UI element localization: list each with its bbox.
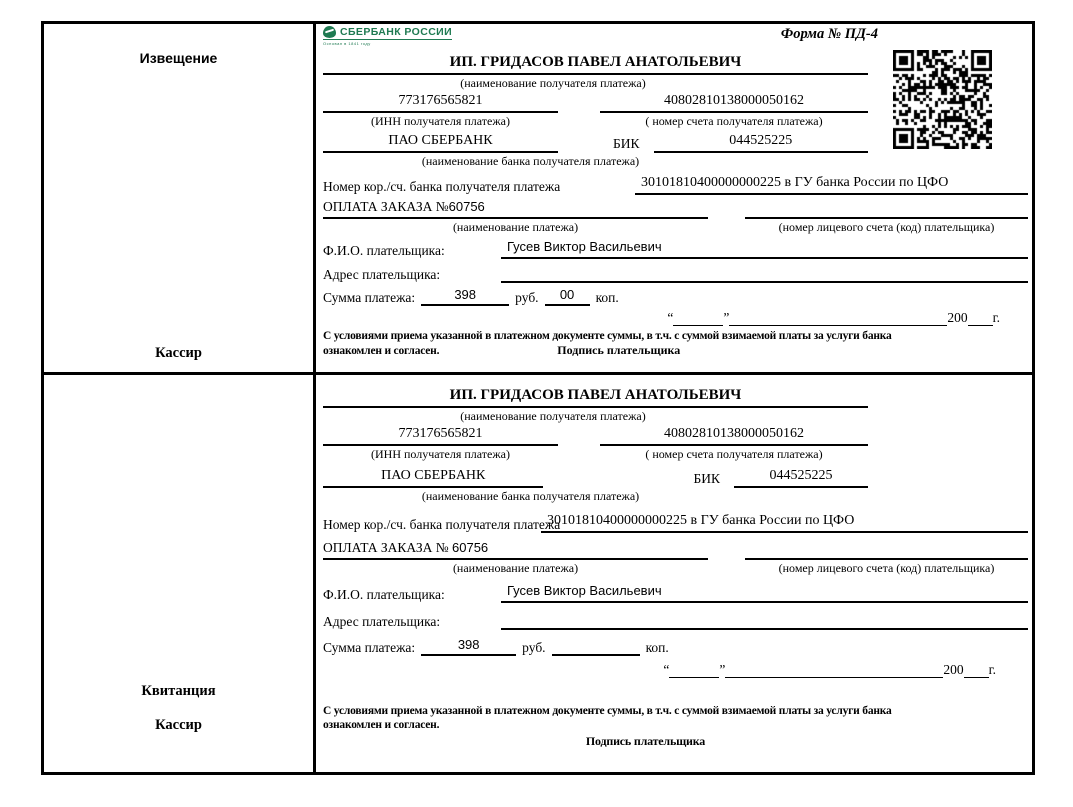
account-value: 40802810138000050162 [600,424,868,446]
cashier-label: Кассир [155,717,202,733]
payment-qr-code [893,50,992,149]
agreement-line1: С условиями приема указанной в платежном документе суммы, в т.ч. с суммой взимаемой платы за услуги банка [323,330,892,342]
payment-sum-label: Сумма платежа: [323,290,416,305]
sum-rub-value: 398 [421,636,516,656]
form-header [323,26,1028,52]
bik-label: БИК [613,136,640,151]
payment-name-prefix: ОПЛАТА ЗАКАЗА № [323,199,449,214]
payer-address-value [501,262,1028,283]
recipient-title: ИП. ГРИДАСОВ ПАВЕЛ АНАТОЛЬЕВИЧ [323,52,868,75]
receipt-label: Квитанция [141,683,216,699]
bik-value: 044525225 [654,131,868,153]
year-suffix: г. [992,310,1000,325]
bank-name-value: ПАО СБЕРБАНК [323,131,558,153]
payer-name-value: Гусев Виктор Васильевич [501,238,1028,259]
recipient-name-caption: (наименование получателя платежа) [460,76,646,90]
sberbank-wordmark: СБЕРБАНК РОССИИ [340,26,453,38]
inn-value: 773176565821 [323,424,558,446]
quote-open: “ [663,662,670,677]
inn-caption: (ИНН получателя платежа) [371,447,510,461]
agreement-line1: С условиями приема указанной в платежном документе суммы, в т.ч. с суммой взимаемой платы за услуги банка [323,705,892,717]
agreement-line2: ознакомлен и согласен. [323,719,440,731]
account-value: 40802810138000050162 [600,91,868,113]
payer-name-label: Ф.И.О. плательщика: [323,587,445,602]
notice-left-column [44,24,316,372]
sberbank-tagline: Основан в 1841 году [323,41,371,46]
payer-name-row [323,582,1028,603]
sberbank-logo [323,26,452,46]
order-number: 60756 [452,540,489,555]
date-day-field [669,662,719,678]
account-caption: ( номер счета получателя платежа) [645,447,823,461]
sberbank-emblem-icon [323,26,336,38]
bik-value: 044525225 [734,466,868,488]
payer-address-label: Адрес плательщика: [323,614,441,629]
inn-caption: (ИНН получателя платежа) [371,114,510,128]
bank-bik-row [323,466,948,488]
payment-name-row [323,538,1028,560]
payer-name-row [323,238,1028,259]
account-caption: ( номер счета получателя платежа) [645,114,823,128]
corr-account-label: Номер кор./сч. банка получателя платежа [323,517,561,532]
date-year-field [968,310,993,326]
date-row [323,662,996,678]
personal-account-caption: (номер лицевого счета (код) плательщика) [778,561,995,575]
personal-account-caption: (номер лицевого счета (код) плательщика) [778,220,995,234]
agreement-text [323,329,1028,358]
payer-name-label: Ф.И.О. плательщика: [323,243,445,258]
rub-label: руб. [515,290,539,305]
inn-account-captions [323,113,868,131]
quote-close: ” [719,662,726,677]
inn-account-row [323,91,868,113]
corr-account-value: 30101810400000000225 в ГУ банка России по ЦФО [541,511,1028,533]
payment-name-caption: (наименование платежа) [452,220,579,234]
kop-label: коп. [645,640,669,655]
payment-sum-row [323,636,1028,656]
payer-address-row [323,609,1028,630]
date-month-field [729,310,947,326]
personal-account-field [745,197,1028,219]
year-prefix: 200 [947,310,968,325]
payment-sum-row [323,286,1028,306]
payment-name-caption: (наименование платежа) [452,561,579,575]
payer-name-value: Гусев Виктор Васильевич [501,582,1028,603]
payer-address-row [323,262,1028,283]
recipient-name-caption: (наименование получателя платежа) [460,409,646,423]
date-day-field [673,310,723,326]
date-row [323,310,1000,326]
cashier-label: Кассир [155,345,202,361]
recipient-title: ИП. ГРИДАСОВ ПАВЕЛ АНАТОЛЬЕВИЧ [323,385,868,408]
notice-label: Извещение [139,50,218,66]
agreement-text [323,704,1028,748]
sum-kop-value: 00 [545,286,590,306]
payment-name-prefix: ОПЛАТА ЗАКАЗА № [323,540,452,555]
corr-account-row [323,173,1028,195]
agreement-line2: ознакомлен и согласен. [323,345,440,357]
inn-value: 773176565821 [323,91,558,113]
corr-account-label: Номер кор./сч. банка получателя платежа [323,179,561,194]
sum-rub-value: 398 [421,286,509,306]
signature-label: Подпись плательщика [585,734,706,748]
receipt-section [44,375,1032,772]
year-prefix: 200 [943,662,964,677]
bank-name-value: ПАО СБЕРБАНК [323,466,543,488]
payment-sum-label: Сумма платежа: [323,640,416,655]
payer-address-label: Адрес плательщика: [323,267,441,282]
form-number: Форма № ПД-4 [780,26,878,42]
receipt-form-body [316,375,1032,772]
personal-account-field [745,538,1028,560]
year-suffix: г. [988,662,996,677]
payment-captions-row [323,219,1028,235]
quote-close: ” [723,310,730,325]
notice-section [44,24,1032,375]
kop-label: коп. [595,290,619,305]
inn-account-row [323,424,868,446]
notice-form-body [316,24,1032,372]
date-year-field [964,662,989,678]
corr-account-value: 30101810400000000225 в ГУ банка России по ЦФО [635,173,1028,195]
sum-kop-value [552,636,640,656]
bank-name-caption: (наименование банка получателя платежа) [421,489,640,503]
receipt-left-column [44,375,316,772]
payment-name-field [323,197,708,219]
payment-captions-row [323,560,1028,576]
order-number: 60756 [448,199,485,214]
bik-label: БИК [693,471,720,486]
payment-form-pd4 [41,21,1035,775]
inn-account-captions [323,446,868,464]
signature-label: Подпись плательщика [557,343,681,357]
date-month-field [725,662,943,678]
payment-name-field [323,538,708,560]
payment-name-row [323,197,1028,219]
quote-open: “ [667,310,674,325]
payer-address-value [501,609,1028,630]
rub-label: руб. [522,640,546,655]
bank-bik-row [323,131,868,153]
corr-account-row [323,511,1028,533]
bank-name-caption: (наименование банка получателя платежа) [421,154,640,168]
